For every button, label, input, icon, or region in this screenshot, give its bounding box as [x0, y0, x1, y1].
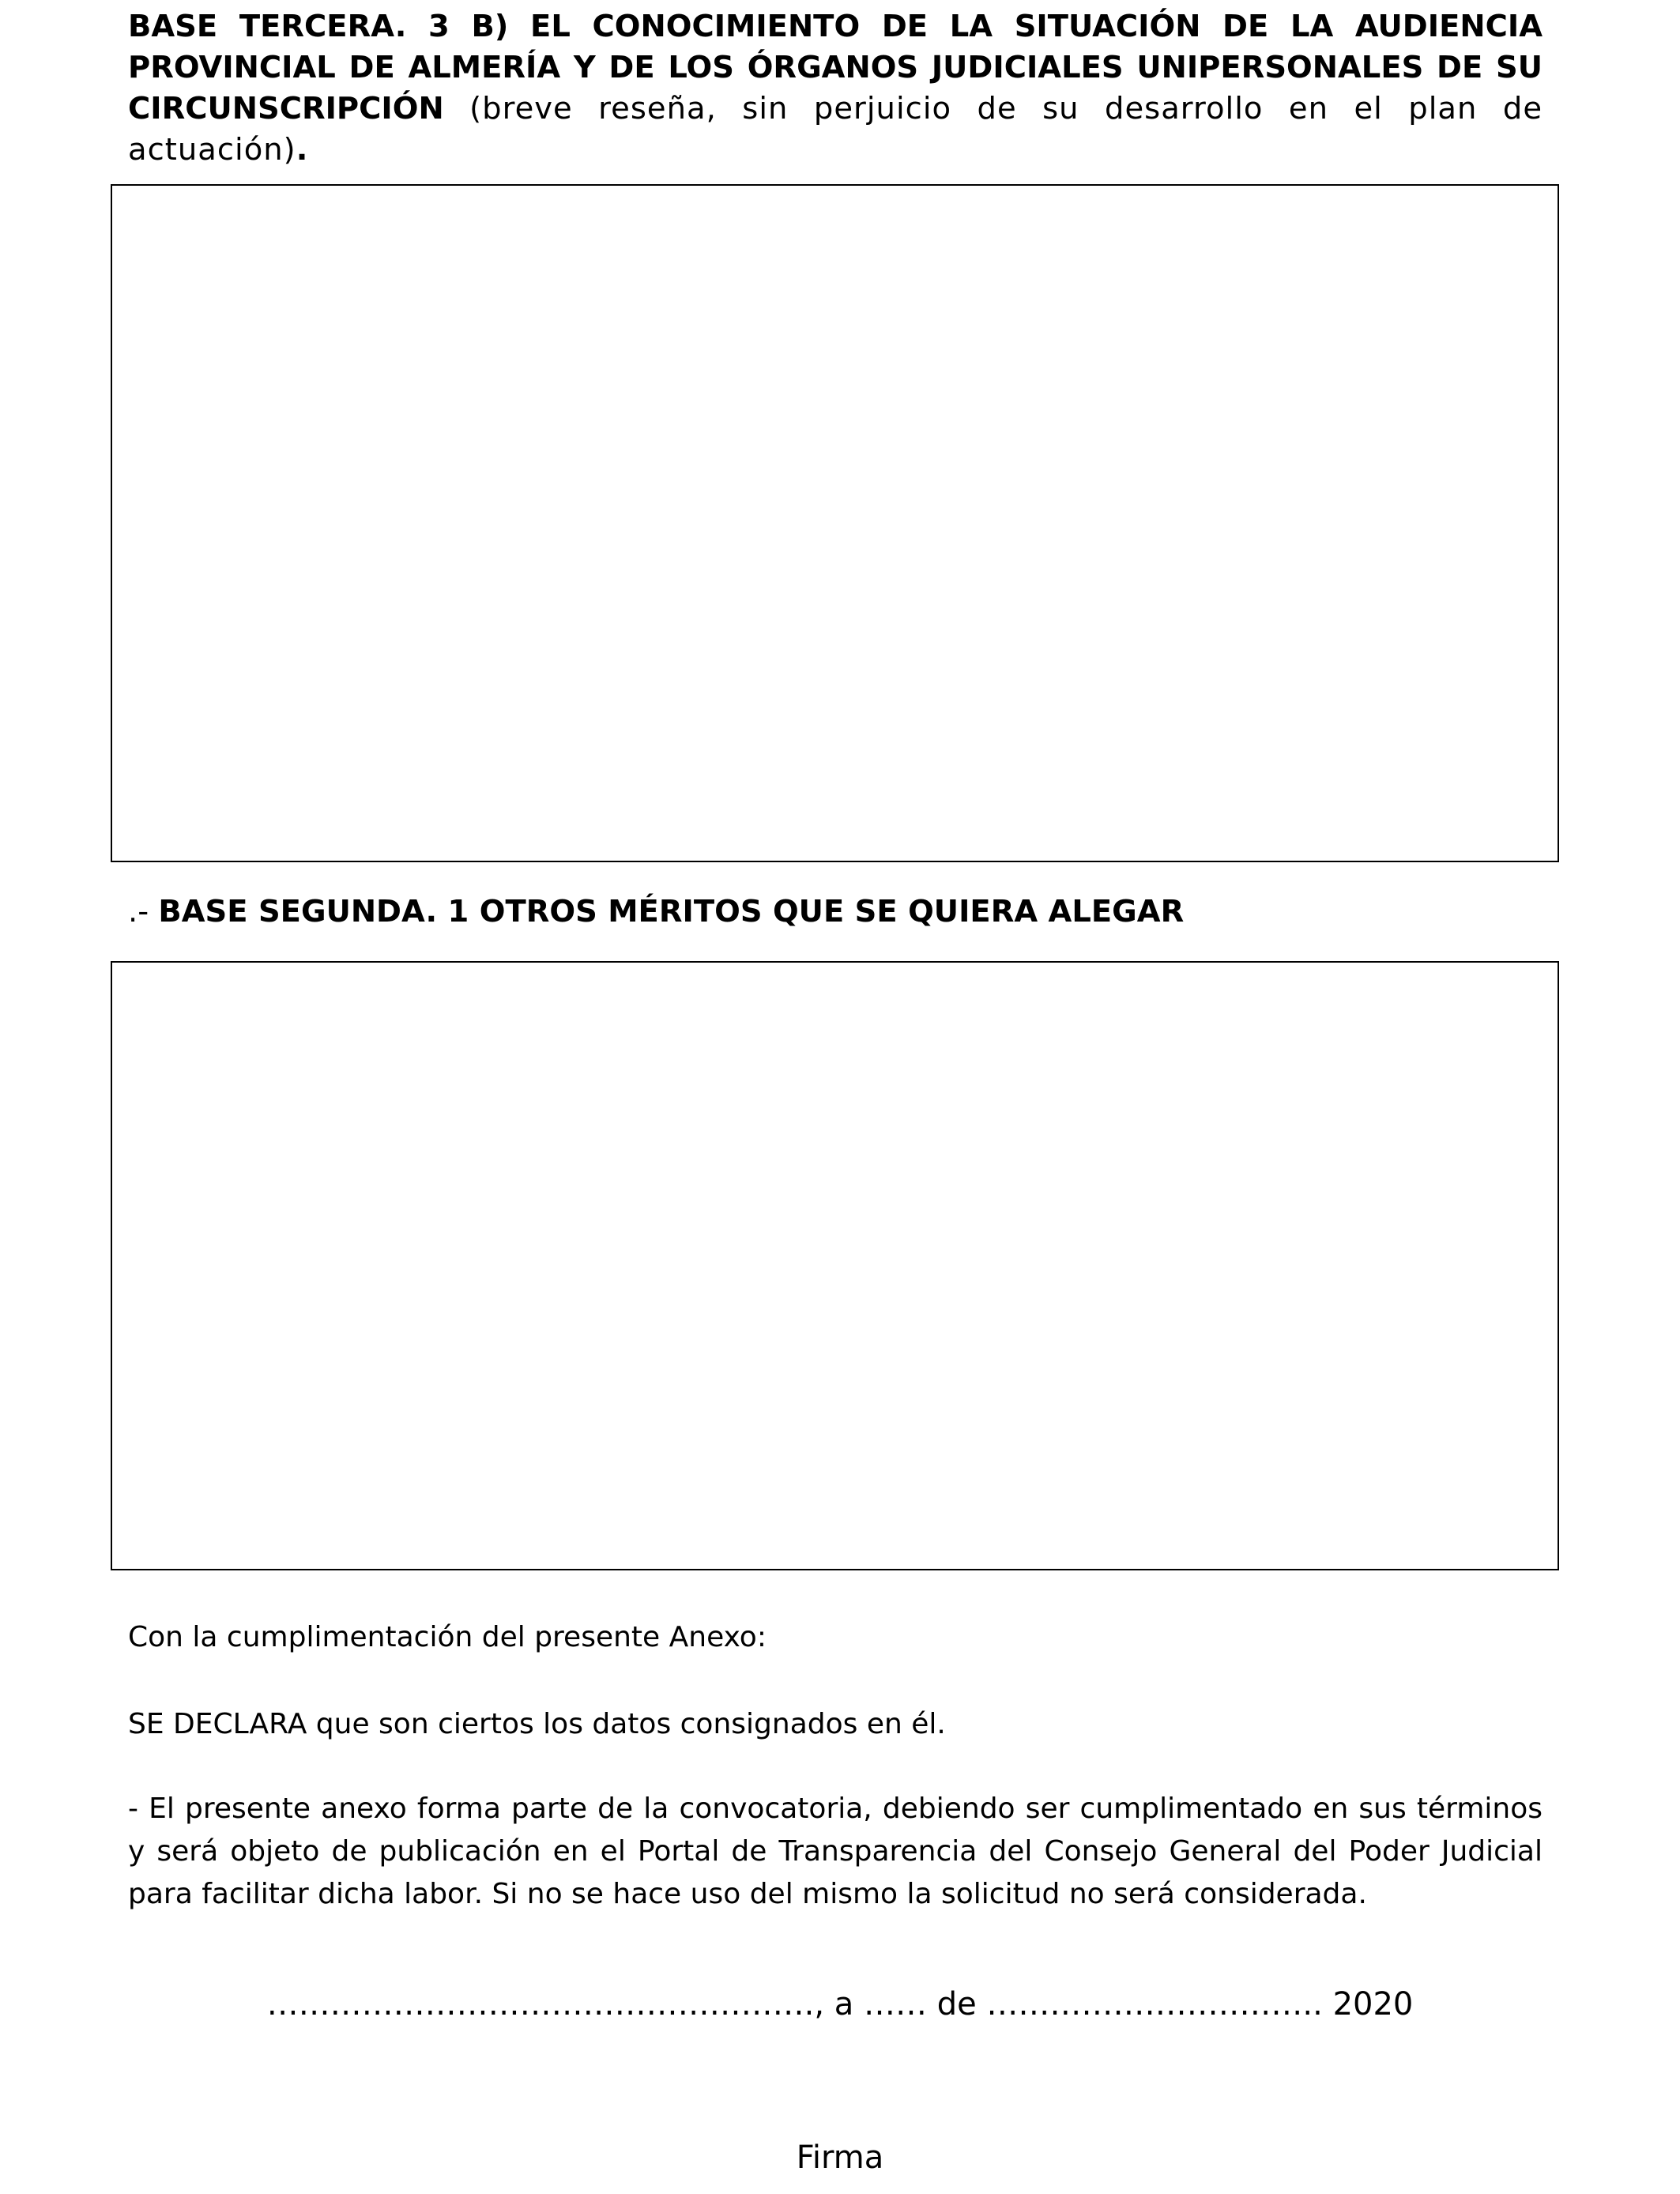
heading-bold-text: BASE TERCERA. 3 B) EL CONOCIMIENTO DE LA SITUACIÓN DE LA AUDIENCIA PROVINCIAL DE ALMERÍA Y DE LOS ÓRGANOS JUDICIALES UNIPERSONALES DE SU CIRCUNSCRIPCIÓN — [128, 9, 1543, 126]
answer-box-situacion[interactable] — [111, 184, 1559, 862]
declaration-paragraph: SE DECLARA que son ciertos los datos consignados en él. — [128, 1708, 946, 1740]
section-heading-base-segunda — [128, 892, 1184, 933]
section-heading-base-tercera — [128, 6, 1543, 171]
section-prefix: .- — [128, 894, 159, 929]
note-paragraph: - El presente anexo forma parte de la convocatoria, debiendo ser cumplimentado en sus términos y será objeto de publicación en el Portal de Transparencia del Consejo General del Poder Judicial para facilitar dicha labor. Si no se hace uso del mismo la solicitud no será considerada. — [128, 1793, 1543, 1910]
answer-box-otros-meritos[interactable] — [111, 961, 1559, 1570]
heading-end-mark: . — [296, 132, 308, 168]
signature-label: Firma — [796, 2139, 884, 2176]
intro-paragraph: Con la cumplimentación del presente Anexo: — [128, 1621, 767, 1653]
place-date-line: ……………………………………………., a …… de ………………………….. 2020 — [266, 1986, 1414, 2022]
heading-note-text: (breve reseña, sin perjuicio de su desarrollo en el plan de actuación) — [128, 91, 1543, 168]
section-title-text: BASE SEGUNDA. 1 OTROS MÉRITOS QUE SE QUIERA ALEGAR — [158, 894, 1185, 929]
